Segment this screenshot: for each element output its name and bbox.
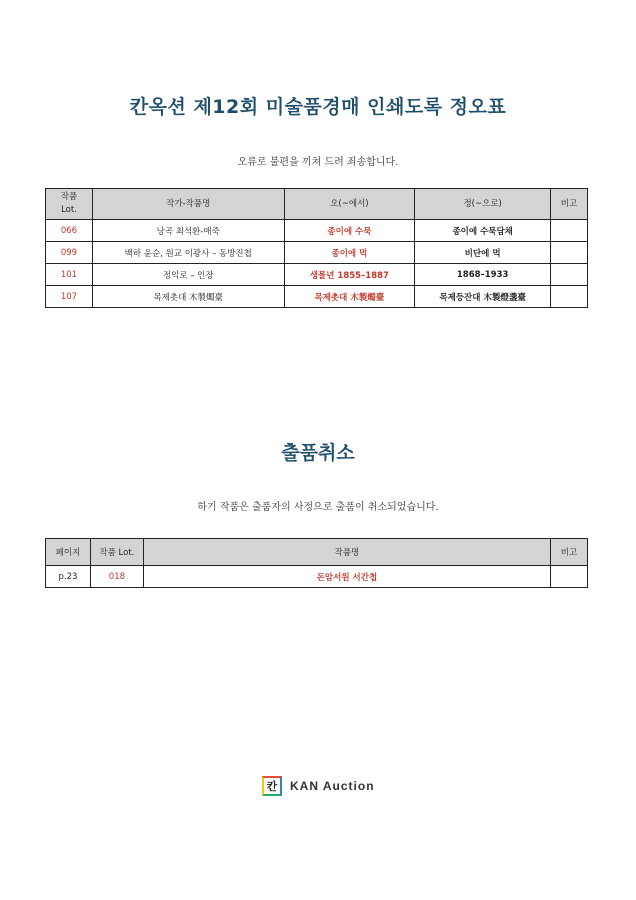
lot-number: 066: [46, 220, 93, 242]
logo-text: KAN Auction: [290, 779, 375, 793]
logo-mark-icon: 칸: [262, 776, 282, 796]
note-cell: [551, 566, 588, 588]
header-lot: 작품 Lot.: [46, 189, 93, 220]
errata-table: [45, 188, 588, 308]
wrong-value: 종이에 수묵: [284, 220, 415, 242]
item-name: 백하 윤순, 원교 이광사 – 동방진첩: [92, 242, 284, 264]
table-header-row: [46, 539, 588, 566]
lot-number: 099: [46, 242, 93, 264]
lot-number: 101: [46, 264, 93, 286]
kan-auction-logo: [262, 776, 375, 796]
correct-value: 목제등잔대 木製燈盞臺: [415, 286, 551, 308]
wrong-value: 종이에 먹: [284, 242, 415, 264]
table-header-row: [46, 189, 588, 220]
page-title: 칸옥션 제12회 미술품경매 인쇄도록 정오표: [129, 96, 507, 118]
table-row: [46, 220, 588, 242]
table-row: [46, 566, 588, 588]
header-wrong: 오(~에서): [284, 189, 415, 220]
item-name: 낭곡 최석환-매죽: [92, 220, 284, 242]
header-correct: 정(~으로): [415, 189, 551, 220]
lot-number: 107: [46, 286, 93, 308]
header-page: 페이지: [46, 539, 91, 566]
lot-number: 018: [90, 566, 143, 588]
withdrawn-title: 출품취소: [281, 442, 355, 464]
item-name: 정익로 – 인장: [92, 264, 284, 286]
note-cell: [551, 264, 588, 286]
wrong-value: 목제촛대 木製燭臺: [284, 286, 415, 308]
withdrawn-notice: 하기 작품은 출품자의 사정으로 출품이 취소되었습니다.: [197, 502, 439, 513]
correct-value: 종이에 수묵담채: [415, 220, 551, 242]
note-cell: [551, 220, 588, 242]
header-note: 비고: [551, 539, 588, 566]
item-name: 목제촛대 木製燭臺: [92, 286, 284, 308]
apology-text: 오류로 불편을 끼쳐 드려 죄송합니다.: [237, 157, 399, 168]
wrong-value: 생몰년 1855–1887: [284, 264, 415, 286]
table-row: [46, 242, 588, 264]
correct-value: 1868–1933: [415, 264, 551, 286]
correct-value: 비단에 먹: [415, 242, 551, 264]
note-cell: [551, 286, 588, 308]
header-note: 비고: [551, 189, 588, 220]
header-lot: 작품 Lot.: [90, 539, 143, 566]
header-item: 작가-작품명: [92, 189, 284, 220]
item-name: 돈암서원 서간첩: [143, 566, 550, 588]
table-row: [46, 286, 588, 308]
table-row: [46, 264, 588, 286]
header-name: 작품명: [143, 539, 550, 566]
page-number: p.23: [46, 566, 91, 588]
withdrawn-table: [45, 538, 588, 588]
note-cell: [551, 242, 588, 264]
